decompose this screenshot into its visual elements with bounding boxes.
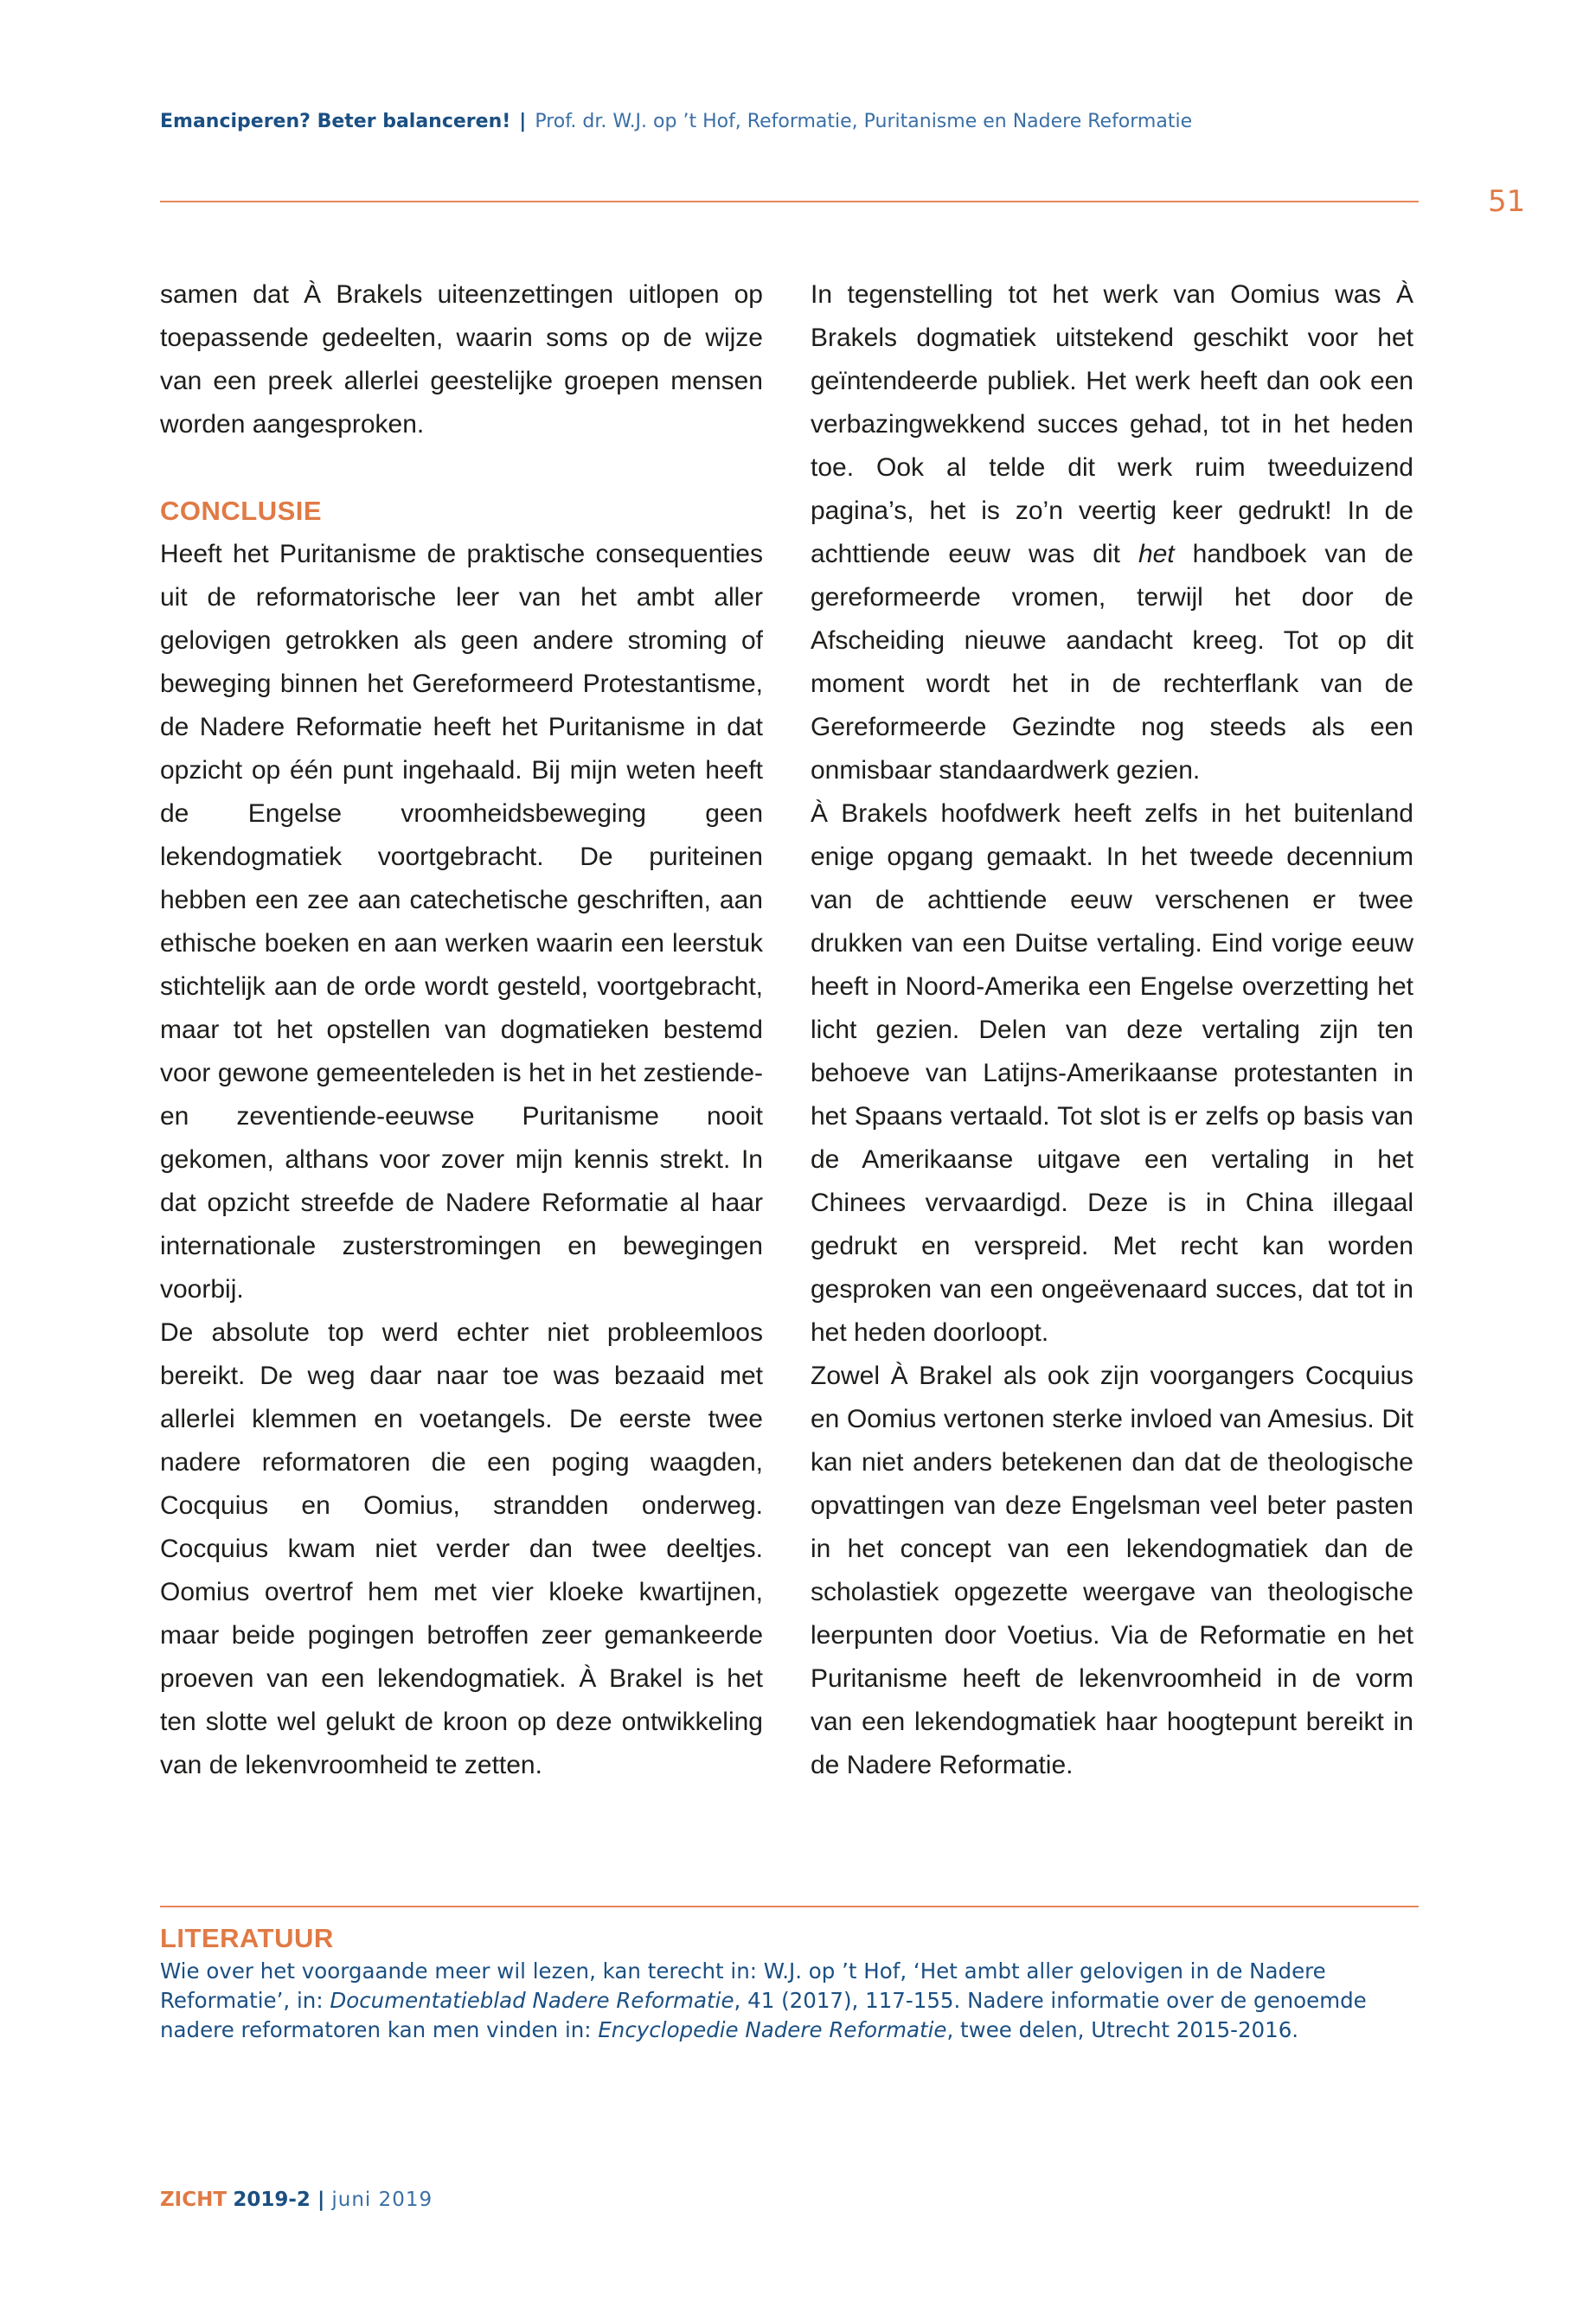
- header-author-line: Prof. dr. W.J. op ’t Hof, Reformatie, Puritanisme en Nadere Reformatie: [535, 111, 1193, 132]
- paragraph: samen dat À Brakels uiteenzettingen uitlopen op toepassende gedeelten, waarin soms op de wijze van een preek allerlei geestelijke groepen mensen worden aangesproken.: [160, 280, 763, 439]
- literature-text: [160, 1957, 1423, 2045]
- literature-text-part: , 41 (2017), 117-155. Nadere informatie over de genoemde nadere reformatoren kan men vinden in:: [160, 1988, 1367, 2042]
- literature-rule: [160, 1906, 1419, 1907]
- literature-journal-title: Documentatieblad Nadere Reformatie: [330, 1988, 734, 2013]
- paragraph: À Brakels hoofdwerk heeft zelfs in het buitenland enige opgang gemaakt. In het tweede decennium van de achttiende eeuw verschenen er twee drukken van een Duitse vertaling. Eind vorige eeuw heeft in Noord-Amerika een Engelse overzetting het licht gezien. Delen van deze vertaling zijn ten behoeve van Latijns-Amerikaanse protestanten in het Spaans vertaald. Tot slot is er zelfs op basis van de Amerikaanse uitgave een vertaling in het Chinees vervaardigd. Deze is in China illegaal gedrukt en verspreid. Met recht kan worden gesproken van een ongeëvenaard succes, dat tot in het heden doorloopt.: [811, 799, 1413, 1347]
- section-heading-conclusie: CONCLUSIE: [160, 496, 323, 526]
- literature-heading: LITERATUUR: [160, 1923, 334, 1953]
- paragraph: Heeft het Puritanisme de praktische consequenties uit de reformatorische leer van het ambt aller gelovigen getrokken als geen andere stroming of beweging binnen het Gereformeerd Protestantisme, de Nadere Reformatie heeft het Puritanisme in dat opzicht op één punt ingehaald. Bij mijn weten heeft de Engelse vroomheidsbeweging geen lekendogmatiek voortgebracht. De puriteinen hebben een zee aan catechetische geschriften, aan ethische boeken en aan werken waarin een leerstuk stichtelijk aan de orde wordt gesteld, voortgebracht, maar tot het opstellen van dogmatieken bestemd voor gewone gemeenteleden is het in het zestiende- en zeventiende-eeuwse Puritanisme nooit gekomen, althans voor zover mijn kennis strekt. In dat opzicht streefde de Nadere Reformatie al haar internationale zusterstromingen en bewegingen voorbij.: [160, 540, 763, 1304]
- paragraph-text: handboek van de gereformeerde vromen, terwijl het door de Afscheiding nieuwe aandacht kreeg. Tot op dit moment wordt het in de rechterflank van de Gereformeerde Gezindte nog steeds als een onmisbaar standaardwerk gezien.: [811, 540, 1413, 785]
- header-rule: [160, 201, 1419, 202]
- footer-issue: 2019-2: [233, 2189, 311, 2211]
- footer-separator: |: [317, 2189, 325, 2211]
- page-number: 51: [1488, 184, 1526, 219]
- paragraph: [811, 273, 1413, 792]
- header-separator: |: [519, 111, 527, 132]
- paragraph-text: In tegenstelling tot het werk van Oomius was À Brakels dogmatiek uitstekend geschikt voor het geïntendeerde publiek. Het werk heeft dan ook een verbazingwekkend succes gehad, tot in het heden toe. Ook al telde dit werk ruim tweeduizend pagina’s, het is zo’n veertig keer gedrukt! In de achttiende eeuw was dit: [811, 280, 1413, 568]
- right-column: [811, 273, 1413, 1787]
- emphasis-text: het: [1138, 540, 1175, 568]
- literature-text-part: , twee delen, Utrecht 2015-2016.: [946, 2017, 1299, 2042]
- header-title: Emanciperen? Beter balanceren!: [160, 111, 511, 132]
- paragraph: Zowel À Brakel als ook zijn voorgangers Cocquius en Oomius vertonen sterke invloed van Amesius. Dit kan niet anders betekenen dan dat de theologische opvattingen van deze Engelsman veel beter pasten in het concept van een lekendogmatiek dan de scholastiek opgezette weergave van theologische leerpunten door Voetius. Via de Reformatie en het Puritanisme heeft de lekenvroomheid in de vorm van een lekendogmatiek haar hoogtepunt bereikt in de Nadere Reformatie.: [811, 1362, 1413, 1779]
- literature-encyclopedia-title: Encyclopedie Nadere Reformatie: [598, 2017, 947, 2042]
- literature-box: [160, 1920, 1423, 2045]
- footer-date: juni 2019: [331, 2189, 433, 2211]
- left-column: [160, 273, 763, 1787]
- paragraph: De absolute top werd echter niet probleemloos bereikt. De weg daar naar toe was bezaaid met allerlei klemmen en voetangels. De eerste twee nadere reformatoren die een poging waagden, Cocquius en Oomius, strandden onderweg. Cocquius kwam niet verder dan twee deeltjes. Oomius overtrof hem met vier kloeke kwartijnen, maar beide pogingen betroffen zeer gemankeerde proeven van een lekendogmatiek. À Brakel is het ten slotte wel gelukt de kroon op deze ontwikkeling van de lekenvroomheid te zetten.: [160, 1318, 763, 1779]
- footer-magazine-name: ZICHT: [160, 2189, 228, 2211]
- footer: [160, 2189, 433, 2211]
- literature-text-part: Wie over het voorgaande meer wil lezen, kan terecht in: W.J. op ’t Hof, ‘Het ambt aller gelovigen in de Nadere Reformatie’, in:: [160, 1958, 1326, 2013]
- paragraph-spacer: [160, 446, 763, 490]
- running-header: [160, 111, 1423, 132]
